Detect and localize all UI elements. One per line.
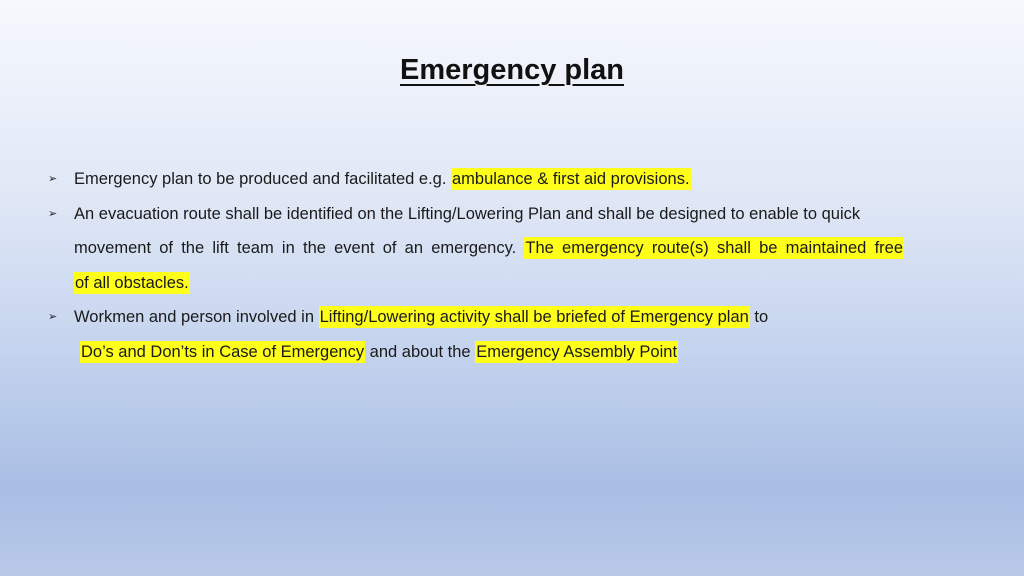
bullet-line <box>74 335 918 370</box>
bullet-line <box>74 300 918 335</box>
bullet-list <box>48 162 918 369</box>
highlighted-text: of all obstacles. <box>75 273 189 292</box>
bullet-item-1 <box>48 162 918 197</box>
bullet-text: movement of the lift team in the event of an emergency. <box>74 239 525 257</box>
bullet-line <box>74 162 918 197</box>
bullet-text: and about the <box>365 342 476 361</box>
bullet-line <box>74 266 918 301</box>
arrow-bullet-icon: ➢ <box>48 311 58 323</box>
highlighted-text: The emergency route(s) shall be maintained free <box>525 239 903 257</box>
arrow-bullet-icon: ➢ <box>48 207 58 220</box>
bullet-line: An evacuation route shall be identified on the Lifting/Lowering Plan and shall be designed to enable to quick <box>74 204 861 223</box>
slide-title: Emergency plan <box>399 54 625 86</box>
bullet-line <box>74 231 904 266</box>
bullet-text: Workmen and person involved in <box>74 308 319 326</box>
bullet-text: Emergency plan to be produced and facilitated e.g. <box>74 170 451 188</box>
highlighted-text: Do’s and Don’ts in Case of Emergency <box>81 342 365 361</box>
bullet-item-3 <box>48 300 918 369</box>
bullet-text: to <box>749 308 769 326</box>
bullet-item-2 <box>48 197 918 301</box>
highlighted-text: Lifting/Lowering activity shall be briefed of Emergency plan <box>319 308 749 326</box>
highlighted-text: ambulance & first aid provisions. <box>452 170 690 188</box>
highlighted-text: Emergency Assembly Point <box>476 342 678 361</box>
arrow-bullet-icon: ➢ <box>48 173 58 185</box>
